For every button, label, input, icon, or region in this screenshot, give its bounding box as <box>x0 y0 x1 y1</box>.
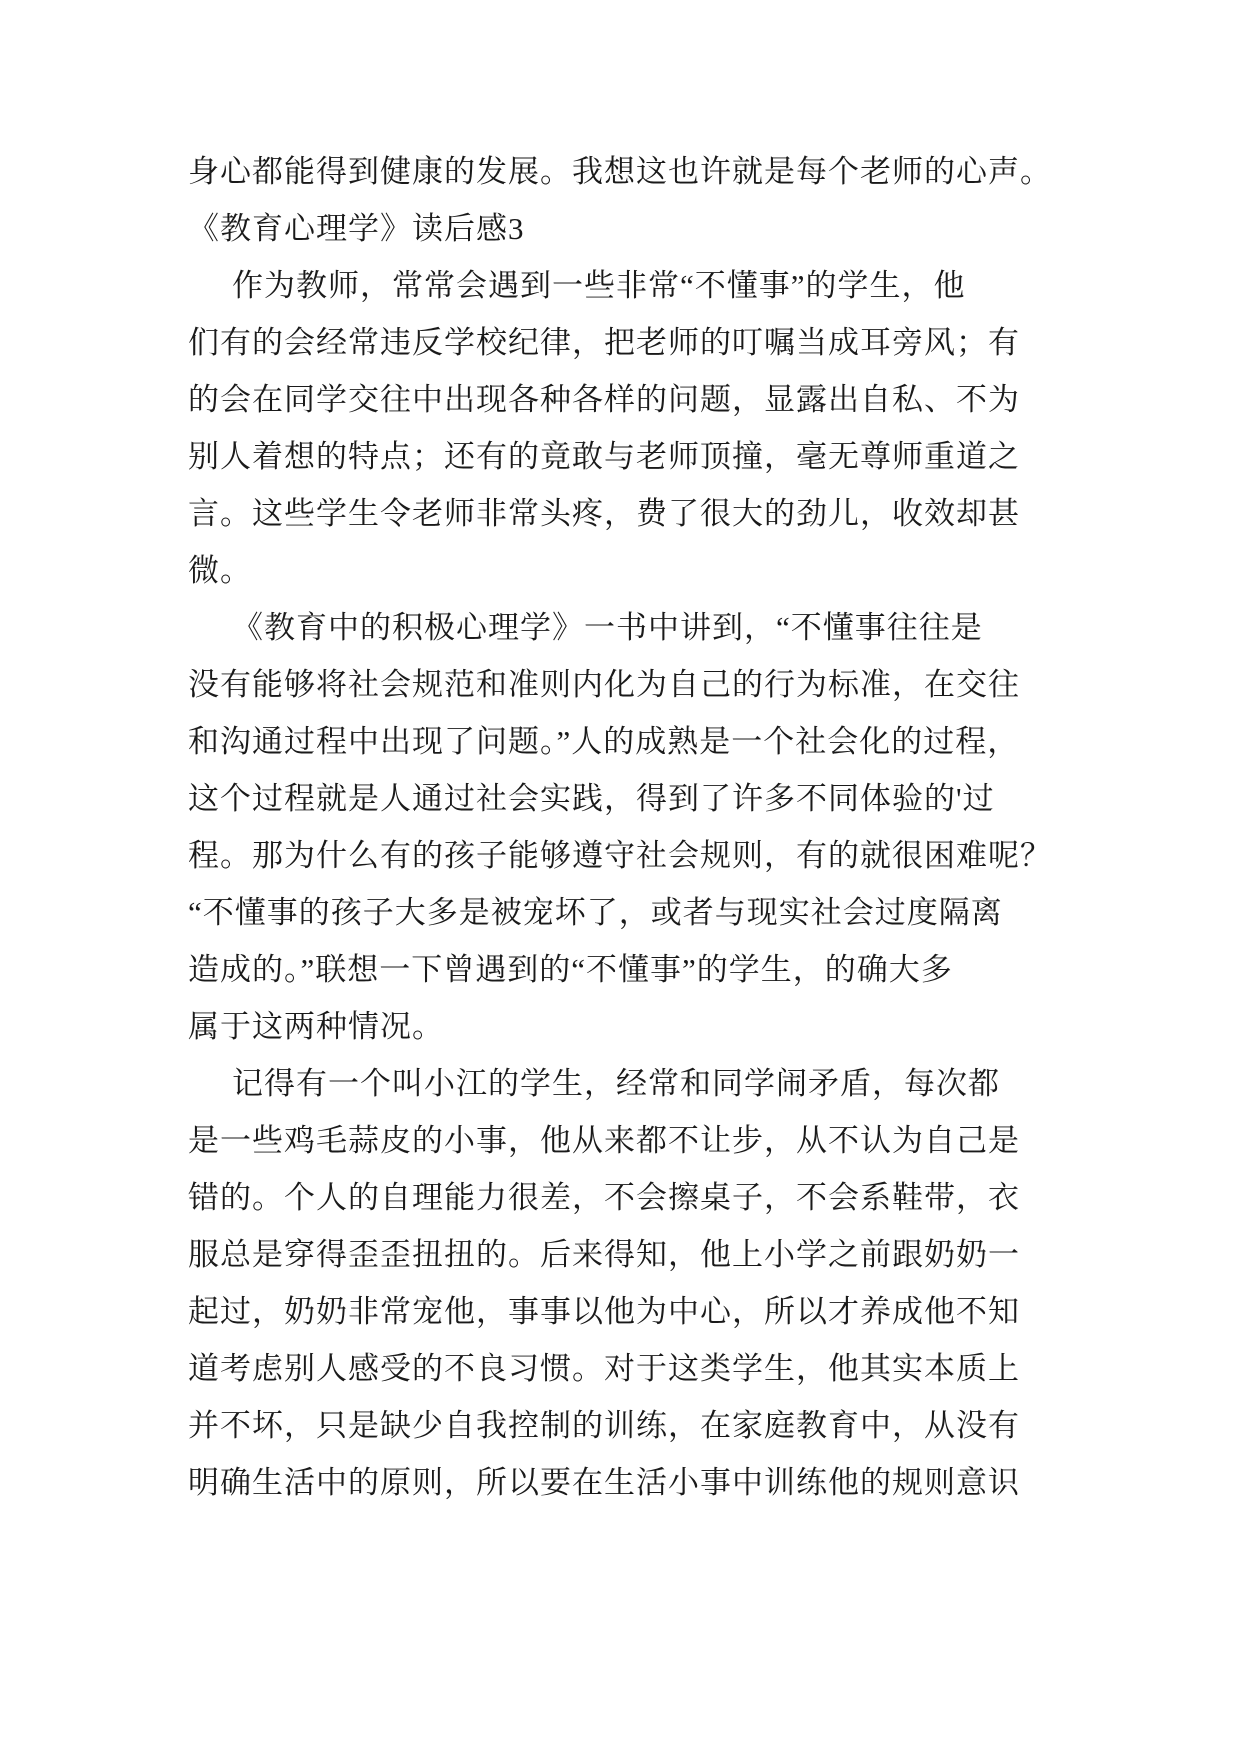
body-line: 别人着想的特点；还有的竟敢与老师顶撞，毫无尊师重道之 <box>188 439 1020 474</box>
body-line: 程。那为什么有的孩子能够遵守社会规则，有的就很困难呢？ <box>188 838 1052 873</box>
body-line: 造成的。”联想一下曾遇到的“不懂事”的学生，的确大多 <box>188 952 953 987</box>
body-line: 服总是穿得歪歪扭扭的。后来得知，他上小学之前跟奶奶一 <box>188 1237 1020 1272</box>
body-line: 这个过程就是人通过社会实践，得到了许多不同体验的'过 <box>188 781 995 816</box>
body-line: 的会在同学交往中出现各种各样的问题，显露出自私、不为 <box>188 382 1020 417</box>
body-line: 记得有一个叫小江的学生，经常和同学闹矛盾，每次都 <box>232 1066 1000 1101</box>
body-line: 是一些鸡毛蒜皮的小事，他从来都不让步，从不认为自己是 <box>188 1123 1020 1158</box>
body-line: 作为教师，常常会遇到一些非常“不懂事”的学生，他 <box>232 268 966 303</box>
body-line: 没有能够将社会规范和准则内化为自己的行为标准，在交往 <box>188 667 1020 702</box>
body-line: “不懂事的孩子大多是被宠坏了，或者与现实社会过度隔离 <box>188 895 1003 930</box>
body-line: 属于这两种情况。 <box>188 1009 444 1044</box>
body-line: 道考虑别人感受的不良习惯。对于这类学生，他其实本质上 <box>188 1351 1020 1386</box>
body-line: 言。这些学生令老师非常头疼，费了很大的劲儿，收效却甚 <box>188 496 1020 531</box>
section-heading: 《教育心理学》读后感3 <box>188 211 525 246</box>
body-line: 微。 <box>188 553 252 588</box>
body-line: 《教育中的积极心理学》一书中讲到，“不懂事往往是 <box>232 610 983 645</box>
body-line: 们有的会经常违反学校纪律，把老师的叮嘱当成耳旁风；有 <box>188 325 1020 360</box>
body-line: 身心都能得到健康的发展。我想这也许就是每个老师的心声。 <box>188 154 1052 189</box>
body-line: 错的。个人的自理能力很差，不会擦桌子，不会系鞋带，衣 <box>188 1180 1020 1215</box>
body-line: 起过，奶奶非常宠他，事事以他为中心，所以才养成他不知 <box>188 1294 1020 1329</box>
body-line: 和沟通过程中出现了问题。”人的成熟是一个社会化的过程， <box>188 724 1020 759</box>
body-line: 明确生活中的原则，所以要在生活小事中训练他的规则意识 <box>188 1465 1020 1500</box>
body-line: 并不坏，只是缺少自我控制的训练，在家庭教育中，从没有 <box>188 1408 1020 1443</box>
